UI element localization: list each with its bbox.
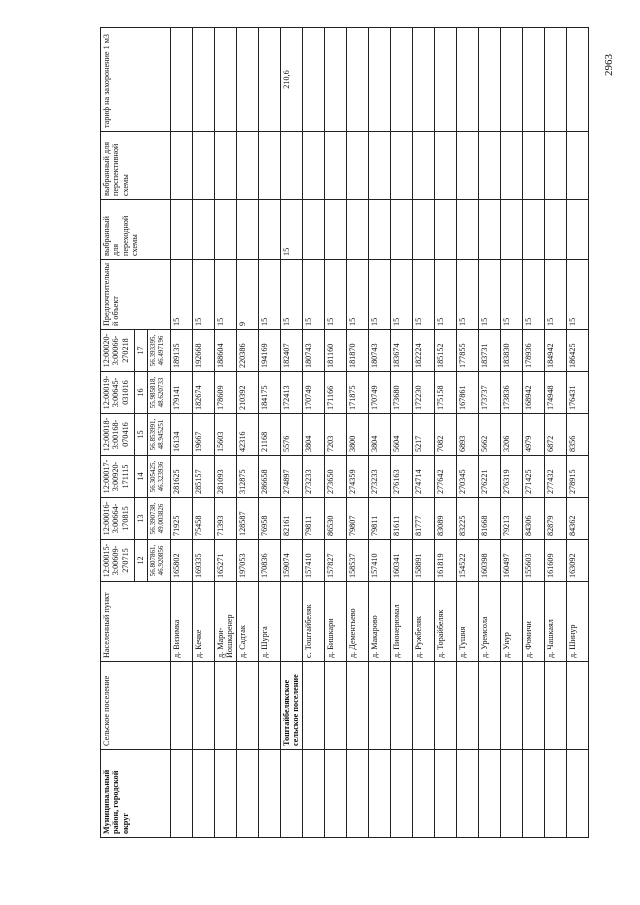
cell-value: 3800 (347, 414, 369, 456)
cell-value: 165271 (215, 540, 237, 582)
header-code: 12:00018-3:00168-070416 (101, 414, 135, 456)
cell-chosen (215, 132, 237, 200)
header-selected: выбранный для переходной схемы (101, 200, 171, 260)
cell-selected (435, 200, 457, 260)
cell-value: 161819 (435, 540, 457, 582)
cell-municipal (237, 750, 259, 838)
cell-value: 182407 (281, 330, 303, 372)
header-coords: 56.393395, 46.497196 (148, 330, 171, 372)
cell-chosen (369, 132, 391, 200)
cell-chosen (413, 132, 435, 200)
cell-value: 21168 (259, 414, 281, 456)
cell-value: 274714 (413, 456, 435, 498)
cell-value: 175158 (435, 372, 457, 414)
cell-value: 173836 (501, 372, 523, 414)
header-column-number: 13 (135, 498, 148, 540)
cell-value: 273233 (369, 456, 391, 498)
cell-municipal (303, 750, 325, 838)
cell-value: 84306 (523, 498, 545, 540)
cell-value: 5662 (479, 414, 501, 456)
cell-preferred: 15 (303, 260, 325, 330)
cell-municipal (347, 750, 369, 838)
cell-value: 86530 (325, 498, 347, 540)
cell-preferred: 15 (369, 260, 391, 330)
cell-municipal (215, 750, 237, 838)
cell-value: 184175 (259, 372, 281, 414)
cell-municipal (501, 750, 523, 838)
cell-value: 42316 (237, 414, 259, 456)
cell-value: 157827 (325, 540, 347, 582)
cell-settlement: д. Ружбеляк (413, 582, 435, 662)
cell-value: 176431 (567, 372, 589, 414)
cell-selected (193, 200, 215, 260)
cell-selected (457, 200, 479, 260)
cell-tariff (369, 28, 391, 132)
cell-settlement: д. Унур (501, 582, 523, 662)
cell-municipal (545, 750, 567, 838)
cell-value: 174948 (545, 372, 567, 414)
cell-value: 220386 (237, 330, 259, 372)
cell-settlement: д. Садтак (237, 582, 259, 662)
cell-settlement: д. Мари-Йошкаренер (215, 582, 237, 662)
header-code: 12:00015-3:00609-270715 (101, 540, 135, 582)
cell-selected (501, 200, 523, 260)
cell-value: 179141 (171, 372, 193, 414)
table-row (259, 28, 281, 838)
cell-tariff (325, 28, 347, 132)
cell-rural (193, 662, 215, 750)
cell-chosen (347, 132, 369, 200)
cell-municipal (171, 750, 193, 838)
cell-value: 180743 (303, 330, 325, 372)
cell-value: 79807 (347, 498, 369, 540)
cell-settlement: д. Бишкари (325, 582, 347, 662)
cell-chosen (171, 132, 193, 200)
cell-value: 277642 (435, 456, 457, 498)
cell-value: 158891 (413, 540, 435, 582)
header-chosen: выбранный для перспективной схемы (101, 132, 171, 200)
cell-preferred: 15 (501, 260, 523, 330)
cell-tariff (259, 28, 281, 132)
cell-value: 181160 (325, 330, 347, 372)
cell-value: 168942 (523, 372, 545, 414)
table-row (413, 28, 435, 838)
cell-value: 79811 (369, 498, 391, 540)
table-row (193, 28, 215, 838)
cell-value: 79811 (303, 498, 325, 540)
cell-value: 273233 (303, 456, 325, 498)
table-row (303, 28, 325, 838)
cell-settlement: д. Фомичи (523, 582, 545, 662)
cell-value: 173680 (391, 372, 413, 414)
cell-value: 276221 (479, 456, 501, 498)
cell-value: 210392 (237, 372, 259, 414)
cell-preferred: 15 (347, 260, 369, 330)
cell-value: 286658 (259, 456, 281, 498)
cell-municipal (523, 750, 545, 838)
cell-value: 160398 (479, 540, 501, 582)
cell-value: 281625 (171, 456, 193, 498)
cell-value: 270345 (457, 456, 479, 498)
cell-value: 177855 (457, 330, 479, 372)
cell-selected (567, 200, 589, 260)
cell-rural (237, 662, 259, 750)
cell-selected (369, 200, 391, 260)
cell-rural (479, 662, 501, 750)
cell-value: 128587 (237, 498, 259, 540)
header-code: 12:00020-3:00066-270218 (101, 330, 135, 372)
cell-value: 157410 (369, 540, 391, 582)
cell-settlement: д. Макарово (369, 582, 391, 662)
cell-chosen (457, 132, 479, 200)
cell-settlement: д. Визимка (171, 582, 193, 662)
cell-value: 160497 (501, 540, 523, 582)
cell-value: 186425 (567, 330, 589, 372)
cell-rural (413, 662, 435, 750)
header-settlement: Населенный пункт (101, 582, 171, 662)
table-row (501, 28, 523, 838)
cell-rural (303, 662, 325, 750)
cell-rural (457, 662, 479, 750)
cell-settlement: д. Дементьево (347, 582, 369, 662)
cell-rural: Тоштайбелякское сельское поселение (281, 662, 303, 750)
cell-tariff (501, 28, 523, 132)
cell-tariff (457, 28, 479, 132)
cell-selected (391, 200, 413, 260)
cell-value: 3804 (303, 414, 325, 456)
cell-value: 158537 (347, 540, 369, 582)
cell-value: 172230 (413, 372, 435, 414)
cell-value: 170749 (303, 372, 325, 414)
cell-preferred: 15 (413, 260, 435, 330)
cell-value: 161609 (545, 540, 567, 582)
cell-municipal (259, 750, 281, 838)
cell-value: 157410 (303, 540, 325, 582)
cell-chosen (325, 132, 347, 200)
cell-value: 173737 (479, 372, 501, 414)
cell-value: 76958 (259, 498, 281, 540)
cell-tariff (193, 28, 215, 132)
cell-value: 274359 (347, 456, 369, 498)
cell-value: 82161 (281, 498, 303, 540)
cell-value: 171875 (347, 372, 369, 414)
cell-value: 84362 (567, 498, 589, 540)
cell-settlement: д. Пионерюмал (391, 582, 413, 662)
cell-tariff (523, 28, 545, 132)
cell-value: 8356 (567, 414, 589, 456)
cell-value: 3804 (369, 414, 391, 456)
cell-selected (171, 200, 193, 260)
cell-value: 285157 (193, 456, 215, 498)
cell-value: 81777 (413, 498, 435, 540)
cell-value: 3206 (501, 414, 523, 456)
cell-value: 82879 (545, 498, 567, 540)
cell-value: 183731 (479, 330, 501, 372)
cell-preferred: 15 (479, 260, 501, 330)
cell-rural (435, 662, 457, 750)
cell-value: 71925 (171, 498, 193, 540)
cell-value: 181870 (347, 330, 369, 372)
cell-value: 192668 (193, 330, 215, 372)
cell-tariff (347, 28, 369, 132)
header-tariff: тариф на захоронение 1 м3 (101, 28, 171, 132)
table-row (215, 28, 237, 838)
cell-chosen (567, 132, 589, 200)
cell-tariff (435, 28, 457, 132)
cell-value: 276319 (501, 456, 523, 498)
cell-selected (259, 200, 281, 260)
cell-settlement: д. Шурга (259, 582, 281, 662)
cell-preferred: 15 (171, 260, 193, 330)
table-row (479, 28, 501, 838)
cell-municipal (325, 750, 347, 838)
cell-rural (501, 662, 523, 750)
cell-rural (523, 662, 545, 750)
cell-value: 178936 (523, 330, 545, 372)
table-row (325, 28, 347, 838)
cell-chosen (237, 132, 259, 200)
header-code: 12:00017-3:00920-171115 (101, 456, 135, 498)
cell-value: 165802 (171, 540, 193, 582)
table-row (567, 28, 589, 838)
cell-preferred: 15 (325, 260, 347, 330)
cell-settlement: д. Тушня (457, 582, 479, 662)
cell-preferred: 15 (435, 260, 457, 330)
cell-rural (545, 662, 567, 750)
cell-municipal (479, 750, 501, 838)
cell-chosen (523, 132, 545, 200)
header-coords: 56.853991, 48.945251 (148, 414, 171, 456)
cell-selected (237, 200, 259, 260)
cell-preferred: 15 (523, 260, 545, 330)
cell-value: 163092 (567, 540, 589, 582)
cell-settlement: д. Уремсола (479, 582, 501, 662)
cell-tariff: 210,6 (281, 28, 303, 132)
distance-table (100, 27, 589, 838)
cell-chosen (303, 132, 325, 200)
cell-municipal (369, 750, 391, 838)
cell-value: 75458 (193, 498, 215, 540)
cell-value: 154522 (457, 540, 479, 582)
cell-value: 83089 (435, 498, 457, 540)
cell-value: 159074 (281, 540, 303, 582)
cell-value: 7203 (325, 414, 347, 456)
cell-value: 5576 (281, 414, 303, 456)
cell-municipal (413, 750, 435, 838)
cell-value: 281093 (215, 456, 237, 498)
cell-preferred: 9 (237, 260, 259, 330)
cell-rural (347, 662, 369, 750)
cell-value: 271425 (523, 456, 545, 498)
cell-settlement: д. Кечке (193, 582, 215, 662)
table-row (457, 28, 479, 838)
cell-value: 189135 (171, 330, 193, 372)
cell-value: 274897 (281, 456, 303, 498)
table-row (281, 28, 303, 838)
cell-selected (479, 200, 501, 260)
cell-tariff (479, 28, 501, 132)
cell-preferred: 15 (567, 260, 589, 330)
cell-value: 83225 (457, 498, 479, 540)
header-code: 12:00016-3:00664-170815 (101, 498, 135, 540)
cell-value: 6893 (457, 414, 479, 456)
cell-value: 5604 (391, 414, 413, 456)
header-column-number: 12 (135, 540, 148, 582)
cell-chosen (545, 132, 567, 200)
cell-value: 172413 (281, 372, 303, 414)
cell-value: 19667 (193, 414, 215, 456)
cell-value: 180743 (369, 330, 391, 372)
cell-selected (303, 200, 325, 260)
table-row (347, 28, 369, 838)
cell-settlement (281, 582, 303, 662)
cell-selected (347, 200, 369, 260)
cell-rural (215, 662, 237, 750)
cell-value: 170836 (259, 540, 281, 582)
cell-chosen (435, 132, 457, 200)
cell-value: 15603 (215, 414, 237, 456)
cell-tariff (237, 28, 259, 132)
cell-settlement: д. Шинур (567, 582, 589, 662)
cell-value: 6872 (545, 414, 567, 456)
cell-value: 160341 (391, 540, 413, 582)
cell-value: 71393 (215, 498, 237, 540)
cell-value: 276163 (391, 456, 413, 498)
cell-value: 312875 (237, 456, 259, 498)
cell-value: 79213 (501, 498, 523, 540)
cell-selected (545, 200, 567, 260)
cell-tariff (215, 28, 237, 132)
table-row (523, 28, 545, 838)
cell-municipal (435, 750, 457, 838)
cell-municipal (457, 750, 479, 838)
cell-value: 4979 (523, 414, 545, 456)
cell-value: 184942 (545, 330, 567, 372)
cell-preferred: 15 (545, 260, 567, 330)
cell-settlement: д. Торайбеляк (435, 582, 457, 662)
header-coords: 55.985818, 48.620733 (148, 372, 171, 414)
cell-tariff (413, 28, 435, 132)
cell-value: 81611 (391, 498, 413, 540)
cell-selected (215, 200, 237, 260)
cell-chosen (259, 132, 281, 200)
cell-value: 167861 (457, 372, 479, 414)
cell-rural (369, 662, 391, 750)
cell-value: 16134 (171, 414, 193, 456)
header-coords: 56.390738, 49.003826 (148, 498, 171, 540)
cell-selected (325, 200, 347, 260)
cell-value: 178609 (215, 372, 237, 414)
table-row (435, 28, 457, 838)
cell-municipal (567, 750, 589, 838)
cell-tariff (303, 28, 325, 132)
cell-preferred: 15 (193, 260, 215, 330)
cell-preferred: 15 (259, 260, 281, 330)
cell-chosen (479, 132, 501, 200)
cell-value: 278915 (567, 456, 589, 498)
cell-selected (413, 200, 435, 260)
cell-chosen (501, 132, 523, 200)
cell-value: 194169 (259, 330, 281, 372)
cell-value: 183674 (391, 330, 413, 372)
cell-value: 183830 (501, 330, 523, 372)
cell-chosen (281, 132, 303, 200)
cell-preferred: 15 (281, 260, 303, 330)
header-proposed: Предпочтительный объект (101, 260, 171, 330)
header-column-number: 15 (135, 414, 148, 456)
cell-preferred: 15 (457, 260, 479, 330)
cell-value: 169335 (193, 540, 215, 582)
cell-rural (325, 662, 347, 750)
cell-preferred: 15 (391, 260, 413, 330)
page-number: 2963 (603, 54, 615, 76)
cell-value: 182674 (193, 372, 215, 414)
cell-tariff (171, 28, 193, 132)
cell-value: 273650 (325, 456, 347, 498)
cell-rural (391, 662, 413, 750)
cell-settlement: д. Чашкаял (545, 582, 567, 662)
cell-chosen (193, 132, 215, 200)
cell-value: 155603 (523, 540, 545, 582)
cell-tariff (545, 28, 567, 132)
cell-value: 188604 (215, 330, 237, 372)
cell-value: 170749 (369, 372, 391, 414)
cell-value: 197053 (237, 540, 259, 582)
header-municipal: Муниципальный район, городской округ (101, 750, 171, 838)
cell-municipal (391, 750, 413, 838)
cell-value: 185152 (435, 330, 457, 372)
header-column-number: 14 (135, 456, 148, 498)
cell-value: 277432 (545, 456, 567, 498)
cell-selected (523, 200, 545, 260)
cell-tariff (567, 28, 589, 132)
cell-municipal (281, 750, 303, 838)
cell-chosen (391, 132, 413, 200)
table-row (391, 28, 413, 838)
cell-rural (259, 662, 281, 750)
header-coords: 56.807861, 46.920856 (148, 540, 171, 582)
cell-value: 182224 (413, 330, 435, 372)
table-row (171, 28, 193, 838)
cell-value: 5217 (413, 414, 435, 456)
rotated-table-container (100, 28, 635, 838)
cell-municipal (193, 750, 215, 838)
header-column-number: 17 (135, 330, 148, 372)
cell-value: 81668 (479, 498, 501, 540)
cell-rural (567, 662, 589, 750)
cell-preferred: 15 (215, 260, 237, 330)
cell-value: 171166 (325, 372, 347, 414)
table-row (237, 28, 259, 838)
table-row (545, 28, 567, 838)
cell-rural (171, 662, 193, 750)
table-row (369, 28, 391, 838)
header-code: 12:00019-3:00645-031016 (101, 372, 135, 414)
header-coords: 56.305425, 46.323936 (148, 456, 171, 498)
header-column-number: 16 (135, 372, 148, 414)
cell-settlement: с. Тоштайбеляк (303, 582, 325, 662)
cell-selected: 15 (281, 200, 303, 260)
cell-value: 7082 (435, 414, 457, 456)
header-rural: Сельское поселение (101, 662, 171, 750)
cell-tariff (391, 28, 413, 132)
